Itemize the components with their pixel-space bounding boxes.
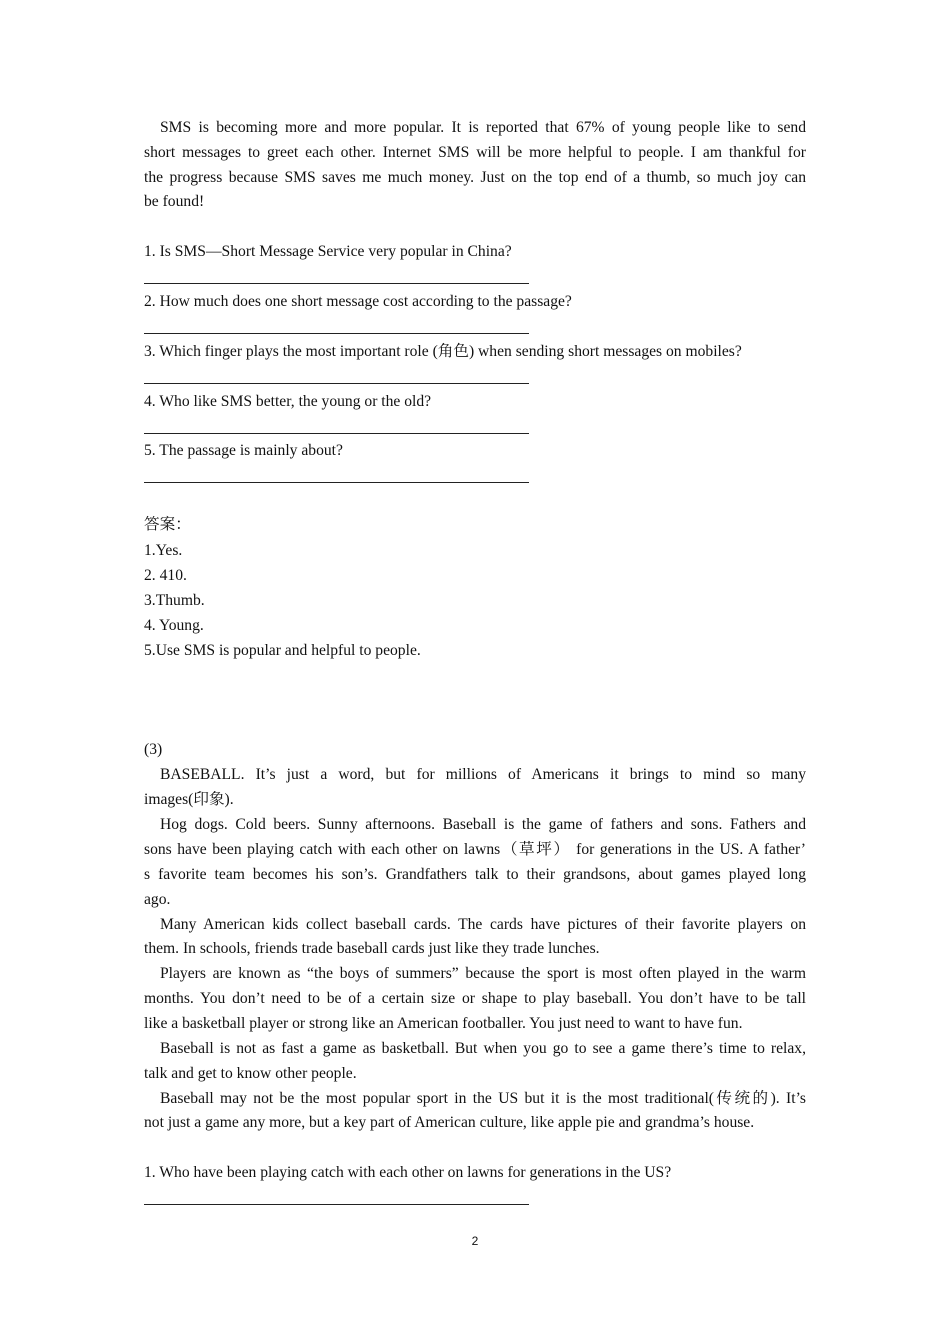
answer-blank-line[interactable]	[144, 283, 529, 284]
text-line: them. In schools, friends trade baseball cards just like they trade lunches.	[144, 940, 600, 957]
text-line: not just a game any more, but a key part of American culture, like apple pie and grandma’s house.	[144, 1114, 755, 1131]
question-text: 1. Is SMS—Short Message Service very popular in China?	[144, 243, 512, 260]
text-line: SMS is becoming more and more popular. It is reported that 67% of young people like to send	[160, 119, 806, 136]
answer-blank-line[interactable]	[144, 482, 529, 483]
text-line: 答案：	[144, 516, 191, 533]
answer-blank-line[interactable]	[144, 383, 529, 384]
text-line: 4. Young.	[144, 617, 204, 634]
text-line: sons have been playing catch with each other on lawns（草坪） for generations in the US. A father’	[144, 841, 806, 858]
text-line: Many American kids collect baseball cards. The cards have pictures of their favorite players on	[160, 916, 806, 933]
answer-blank-line[interactable]	[144, 1204, 529, 1205]
text-line: Hog dogs. Cold beers. Sunny afternoons. Baseball is the game of fathers and sons. Fathers and	[160, 816, 806, 833]
text-line: short messages to greet each other. Internet SMS will be more helpful to people. I am thankful for	[144, 144, 806, 161]
answer-blank-line[interactable]	[144, 433, 529, 434]
text-line: be found!	[144, 193, 205, 210]
question-text: 5. The passage is mainly about?	[144, 442, 343, 459]
text-line: s favorite team becomes his son’s. Grandfathers talk to their grandsons, about games played long	[144, 866, 806, 883]
text-line: 1.Yes.	[144, 542, 183, 559]
question-text: 1. Who have been playing catch with each other on lawns for generations in the US?	[144, 1164, 672, 1181]
page-number: 2	[471, 1234, 479, 1248]
question-text: 4. Who like SMS better, the young or the old?	[144, 393, 432, 410]
text-line: like a basketball player or strong like an American footballer. You just need to want to have fun.	[144, 1015, 743, 1032]
text-line: Baseball is not as fast a game as basketball. But when you go to see a game there’s time to relax,	[160, 1040, 806, 1057]
answer-blank-line[interactable]	[144, 333, 529, 334]
question-text: 2. How much does one short message cost according to the passage?	[144, 293, 572, 310]
text-line: 3.Thumb.	[144, 592, 205, 609]
text-line: months. You don’t need to be of a certain size or shape to play baseball. You don’t have to be tall	[144, 990, 806, 1007]
text-line: 2. 410.	[144, 567, 187, 584]
text-line: BASEBALL. It’s just a word, but for millions of Americans it brings to mind so many	[160, 766, 806, 783]
text-line: Baseball may not be the most popular sport in the US but it is the most traditional(传统的). It’s	[160, 1090, 806, 1107]
text-line: images(印象).	[144, 791, 234, 808]
text-line: ago.	[144, 891, 171, 908]
text-line: 5.Use SMS is popular and helpful to people.	[144, 642, 421, 659]
text-line: Players are known as “the boys of summers” because the sport is most often played in the warm	[160, 965, 806, 982]
question-text: 3. Which finger plays the most important role (角色) when sending short messages on mobiles?	[144, 343, 742, 360]
text-line: talk and get to know other people.	[144, 1065, 357, 1082]
text-line: (3)	[144, 741, 163, 758]
text-line: the progress because SMS saves me much money. Just on the top end of a thumb, so much joy can	[144, 169, 806, 186]
